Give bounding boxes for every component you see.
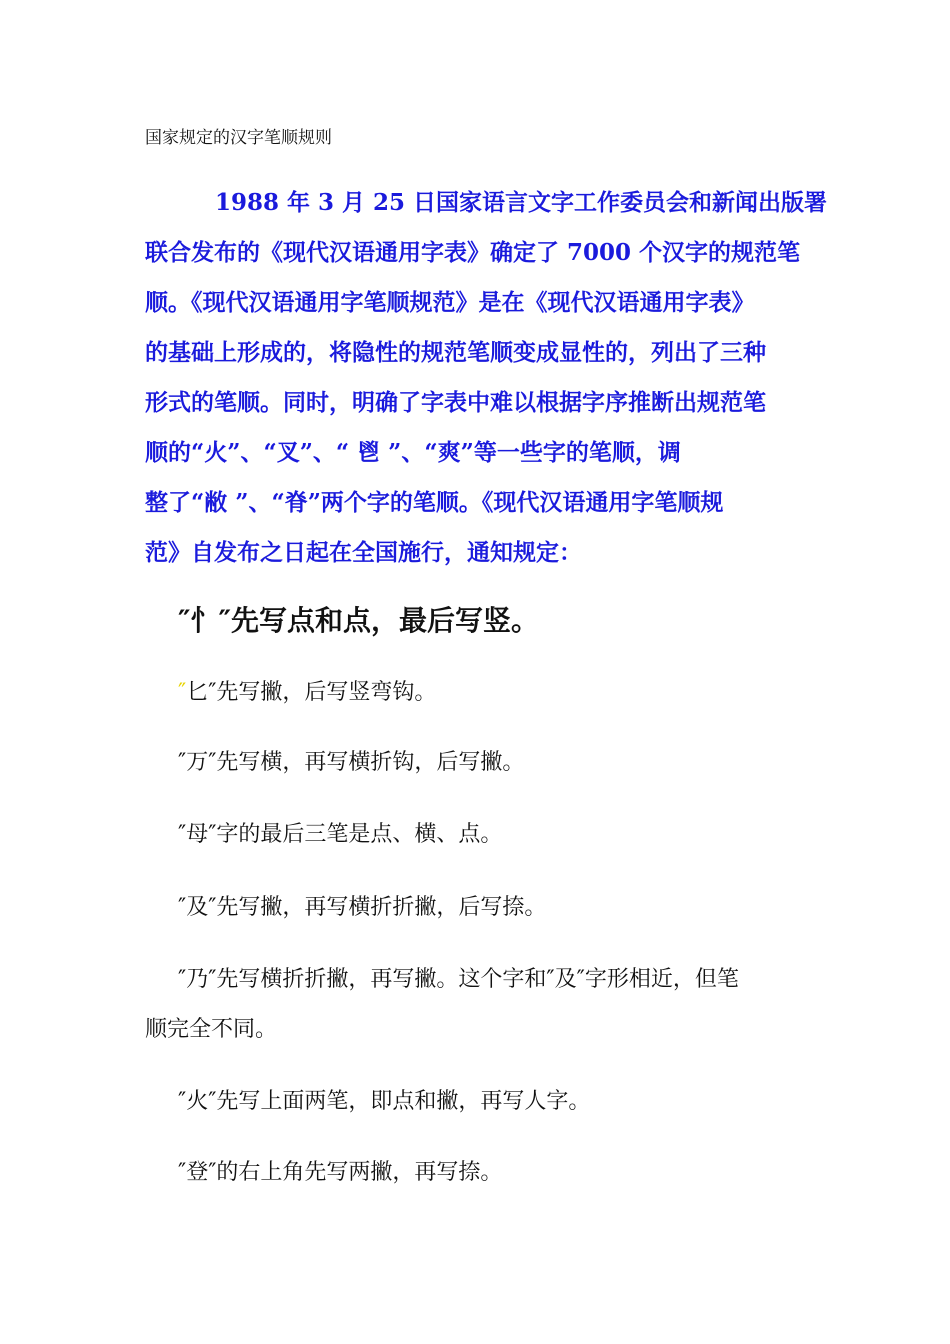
intro-line: 范》自发布之日起在全国施行，通知规定： <box>145 539 582 566</box>
intro-line: 形式的笔顺。同时，明确了字表中难以根据字序推断出规范笔 <box>145 389 766 416</box>
rule-mu: ″母″字的最后三笔是点、横、点。 <box>178 822 503 847</box>
intro-line: 1988 年 3 月 25 日国家语言文字工作委员会和新闻出版署 <box>215 189 828 216</box>
intro-line: 联合发布的《现代汉语通用字表》确定了 7000 个汉字的规范笔 <box>145 239 801 266</box>
rule-xinpang: ″忄″先写点和点，最后写竖。 <box>178 604 540 637</box>
rule-ji: ″及″先写撇，再写横折折撇，后写捺。 <box>178 895 547 920</box>
document-title: 国家规定的汉字笔顺规则 <box>145 128 332 148</box>
rule-line: ″乃″先写横折折撇，再写撇。这个字和″及″字形相近，但笔 <box>178 967 739 992</box>
rule-nai <box>145 955 805 1055</box>
intro-line: 整了“敝 ”、“脊”两个字的笔顺。《现代汉语通用字笔顺规 <box>145 489 724 516</box>
highlight-mark: ″ <box>178 680 187 705</box>
intro-paragraph <box>145 178 828 578</box>
intro-line: 顺的“火”、“叉”、“ 鬯 ”、“爽”等一些字的笔顺，调 <box>145 439 681 466</box>
rule-line: 顺完全不同。 <box>145 1017 278 1042</box>
rule-huo: ″火″先写上面两笔，即点和撇，再写人字。 <box>178 1089 591 1114</box>
rule-text: 匕″先写撇，后写竖弯钩。 <box>186 680 437 705</box>
intro-line: 的基础上形成的，将隐性的规范笔顺变成显性的，列出了三种 <box>145 339 766 366</box>
rule-bi <box>178 668 436 718</box>
rule-deng: ″登″的右上角先写两撇，再写捺。 <box>178 1160 503 1185</box>
rule-wan: ″万″先写横，再写横折钩，后写撇。 <box>178 750 525 775</box>
intro-line: 顺。《现代汉语通用字笔顺规范》是在《现代汉语通用字表》 <box>145 289 755 316</box>
